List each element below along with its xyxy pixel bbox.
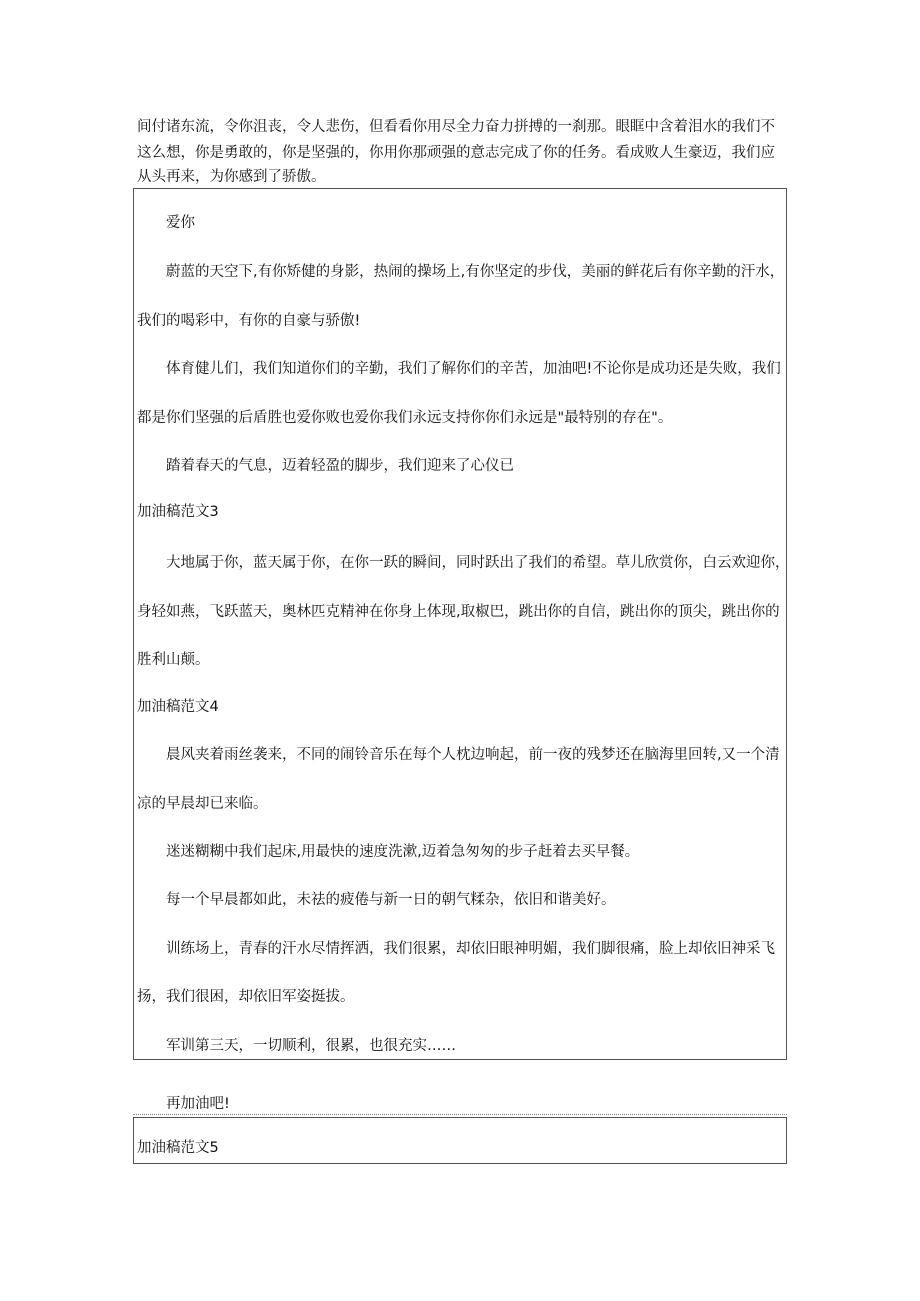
section4-para4-line1: 训练场上，青春的汗水尽情挥洒，我们很累，却依旧眼神明媚，我们脚很痛，脸上却依旧神采飞 <box>166 941 775 957</box>
love-para1-line2: 我们的喝彩中，有你的自豪与骄傲! <box>137 313 361 329</box>
section4-para1-line1: 晨风夹着雨丝袭来，不同的闹铃音乐在每个人枕边响起，前一夜的残梦还在脑海里回转,又一个清 <box>166 747 780 763</box>
section4-para2: 迷迷糊糊中我们起床,用最快的速度洗漱,迈着急匆匆的步子赶着去买早餐。 <box>166 844 640 860</box>
next-section-frame <box>133 1117 787 1164</box>
closing-cheer: 再加油吧! <box>166 1096 230 1112</box>
intro-line-1: 间付诸东流，令你沮丧，令人悲伤，但看看你用尽全力奋力拼搏的一刹那。眼眶中含着泪水的我们不 <box>137 119 775 135</box>
love-para1-line1: 蔚蓝的天空下,有你矫健的身影，热闹的操场上,有你坚定的步伐，美丽的鲜花后有你辛勤的汗水， <box>166 264 785 280</box>
section4-para1-line2: 凉的早晨却已来临。 <box>137 796 268 812</box>
section4-para5: 军训第三天，一切顺利，很累，也很充实…… <box>166 1038 456 1054</box>
section3-para1-line3: 胜利山颠。 <box>137 652 210 668</box>
section3-para1-line2: 身轻如燕，飞跃蓝天，奥林匹克精神在你身上体现,取椒巴，跳出你的自信，跳出你的顶尖，跳出你的 <box>137 604 780 620</box>
dotted-separator <box>133 1114 787 1115</box>
section4-para4-line2: 扬，我们很困，却依旧军姿挺拔。 <box>137 989 355 1005</box>
section-title-love: 爱你 <box>166 215 195 231</box>
section5-heading: 加油稿范文5 <box>137 1140 219 1156</box>
section4-para3: 每一个早晨都如此，未祛的疲倦与新一日的朝气糅杂，依旧和谐美好。 <box>166 892 616 908</box>
love-para2-line2: 都是你们坚强的后盾胜也爱你败也爱你我们永远支持你你们永远是"最特别的存在"。 <box>137 410 673 426</box>
intro-line-2: 这么想，你是勇敢的，你是坚强的，你用你那顽强的意志完成了你的任务。看成败人生豪迈，我们应 <box>137 145 775 161</box>
section3-heading: 加油稿范文3 <box>137 504 219 520</box>
love-para2-line1: 体育健儿们，我们知道你们的辛勤，我们了解你们的辛苦，加油吧!不论你是成功还是失败，我们 <box>166 361 781 377</box>
section3-para1-line1: 大地属于你，蓝天属于你，在你一跃的瞬间，同时跃出了我们的希望。草儿欣赏你，白云欢迎你， <box>166 555 790 571</box>
love-para3: 踏着春天的气息，迈着轻盈的脚步，我们迎来了心仪已 <box>166 458 514 474</box>
section4-heading: 加油稿范文4 <box>137 699 219 715</box>
intro-line-3: 从头再来，为你感到了骄傲。 <box>137 169 326 185</box>
